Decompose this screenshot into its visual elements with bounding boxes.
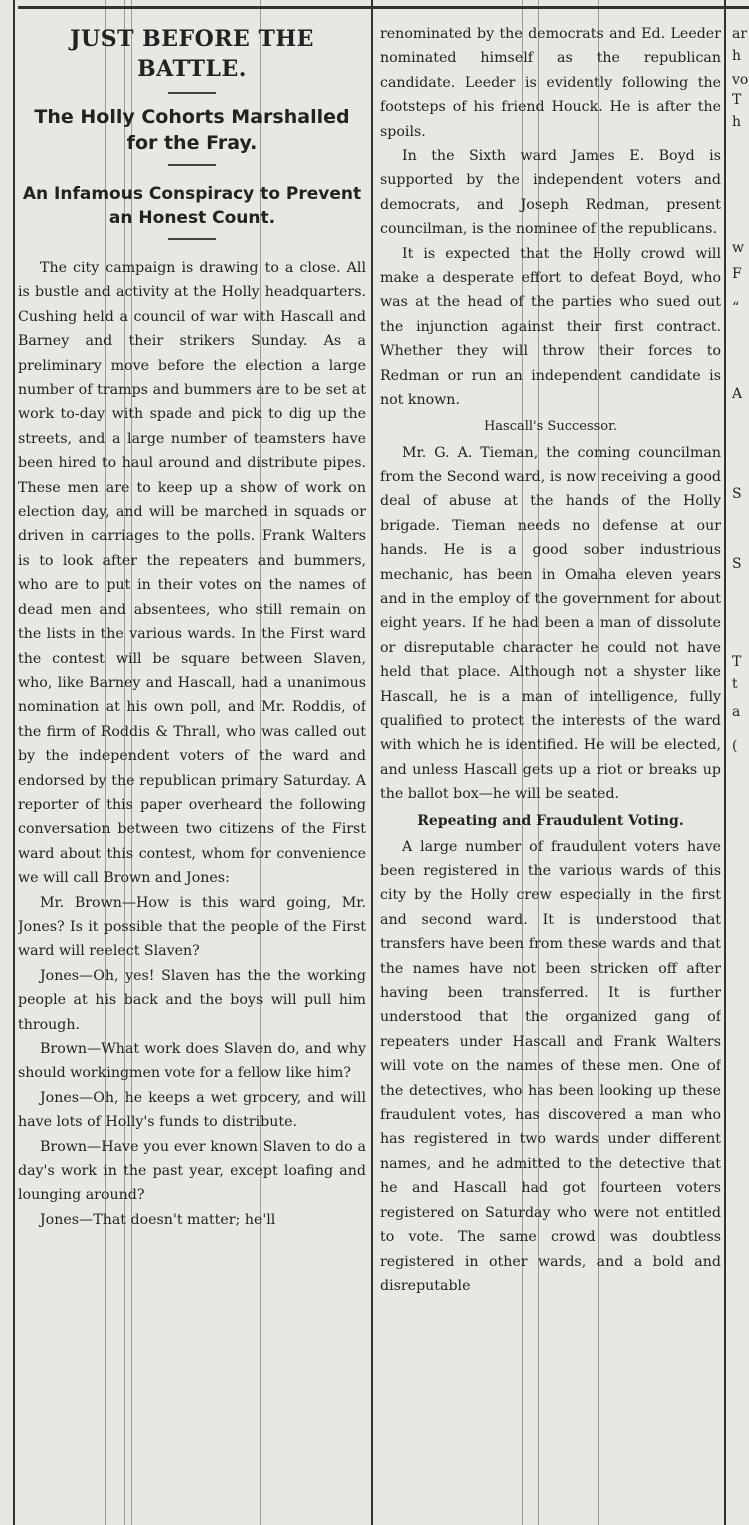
paragraph: Jones—Oh, he keeps a wet grocery, and will have lots of Holly's funds to distribute. — [18, 1089, 366, 1131]
cropped-text-fragment: T — [732, 92, 742, 108]
paragraph: It is expected that the Holly crowd will make a desperate effort to defeat Boyd, who was at the head of the parties who sued out the injunction against their first contract. Whether they will throw their forces to Redman or run an independent candidate is not known. — [380, 245, 721, 409]
column-2 — [380, 22, 721, 1522]
cropped-text-fragment: w — [732, 240, 744, 256]
column-1-body — [18, 256, 366, 1232]
paragraph: Brown—Have you ever known Slaven to do a day's work in the past year, except loafing and lounging around? — [18, 1138, 366, 1204]
paragraph: Jones—Oh, yes! Slaven has the the working people at his back and the boys will pull him through. — [18, 967, 366, 1033]
paragraph: A large number of fraudulent voters have been registered in the various wards of this city by the Holly crew especially in the first and second ward. It is understood that transfers have been from these wards and that the names have not been stricken off after having been transferred. It is further understood that the organized gang of repeaters under Hascall and Frank Walters will vote on the names of these men. One of the detectives, who has been looking up these fraudulent votes, has discovered a man who has registered in two wards under different names, and he admitted to the detective that he and Hascall had got fourteen voters registered on Saturday who were not entitled to vote. The same crowd was doubtless registered in other wards, and a bold and disreputable — [380, 838, 721, 1294]
cropped-text-fragment: A — [732, 386, 743, 402]
cropped-text-fragment: h — [732, 114, 742, 130]
headline: JUST BEFORE THE BATTLE. — [70, 26, 314, 82]
cropped-text-fragment: h — [732, 48, 742, 64]
paragraph: renominated by the democrats and Ed. Leeder nominated himself as the republican candidate. Leeder is evidently following the footsteps of his friend Houck. He is after the spoils. — [380, 26, 721, 140]
paragraph: The city campaign is drawing to a close. All is bustle and activity at the Holly headquarters. Cushing held a council of war with Hascall and Barney and their strikers Sunday. As a preliminary move before the election a large number of tramps and bummers are to be set at work to-day with spade and pick to dig up the streets, and a large number of teamsters have been hired to haul around and distribute pipes. These men are to keep up a show of work on election day, and will be marched in squads or driven in carriages to the polls. Frank Walters is to look after the repeaters and bummers, who are to put in their votes on the names of dead men and absentees, who still remain on the lists in the various wards. In the First ward the contest will be square between Slaven, who, like Barney and Hascall, had a unanimous nomination at his own poll, and Mr. Roddis, of the firm of Roddis & Thrall, who was called out by the independent voters of the ward and endorsed by the republican primary Saturday. A reporter of this paper overheard the following conversation between two citizens of the First ward about this contest, whom for convenience we will call Brown and Jones: — [18, 260, 366, 887]
cropped-text-fragment: S — [732, 556, 742, 572]
left-margin-rule — [13, 0, 15, 1525]
paragraph: Mr. G. A. Tieman, the coming councilman from the Second ward, is now receiving a good deal of abuse at the hands of the Holly brigade. Tieman needs no defense at our hands. He is a good sober industrious mechanic, has been in Omaha eleven years and in the employ of the government for about eight years. If he had been a man of dissolute or disreputable character he could not have held that place. Although not a shyster like Hascall, he is a man of intelligence, fully qualified to protect the interests of the ward with which he is identified. He will be elected, and unless Hascall gets up a riot or breaks up the ballot box—he will be seated. — [380, 444, 721, 803]
column-3-fragments — [732, 22, 749, 1522]
column-2-body-b — [380, 441, 721, 807]
top-border-rule — [18, 6, 749, 9]
cropped-text-fragment: T — [732, 654, 742, 670]
section-heading-hascall: Hascall's Successor. — [483, 418, 618, 434]
subheadline-2: An Infamous Conspiracy to Prevent an Honest Count. — [22, 184, 362, 228]
cropped-text-fragment: F — [732, 266, 742, 282]
cropped-text-fragment: ar — [732, 26, 748, 42]
column-rule-2 — [724, 0, 726, 1525]
subheadline-divider — [168, 164, 216, 166]
cropped-text-fragment: a — [732, 704, 741, 720]
paragraph: Mr. Brown—How is this ward going, Mr. Jones? Is it possible that the people of the First ward will reelect Slaven? — [18, 894, 366, 960]
column-rule-1 — [371, 0, 373, 1525]
column-2-body-c — [380, 835, 721, 1299]
paragraph: Brown—What work does Slaven do, and why should workingmen vote for a fellow like him? — [18, 1041, 366, 1082]
column-1 — [18, 24, 366, 1522]
cropped-text-fragment: S — [732, 486, 742, 502]
paragraph: Jones—That doesn't matter; he'll — [40, 1211, 276, 1228]
cropped-text-fragment: t — [732, 676, 738, 692]
subheadline-1: The Holly Cohorts Marshalled for the Fray. — [34, 106, 350, 154]
cropped-text-fragment: “ — [732, 300, 740, 316]
cropped-text-fragment: vo — [732, 72, 749, 88]
headline-divider — [168, 92, 216, 94]
column-2-body-a — [380, 22, 721, 413]
cropped-text-fragment: ( — [732, 738, 738, 754]
paragraph: In the Sixth ward James E. Boyd is supported by the independent voters and democrats, and Joseph Redman, present councilman, is the nominee of the republicans. — [380, 148, 721, 238]
subheadline-divider — [168, 238, 216, 240]
section-heading-repeating: Repeating and Fraudulent Voting. — [417, 812, 684, 829]
